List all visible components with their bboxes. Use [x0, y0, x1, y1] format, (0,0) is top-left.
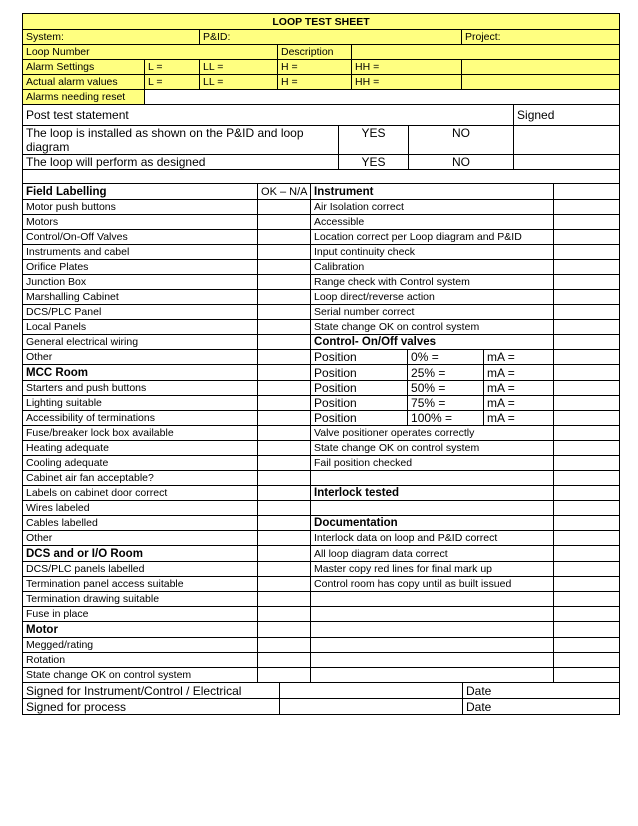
ok-na-checkbox[interactable] — [554, 546, 620, 562]
checklist-row — [23, 456, 620, 471]
empty-cell[interactable] — [311, 607, 554, 622]
check-item-label: Input continuity check — [311, 245, 554, 260]
check-item-label: Orifice Plates — [23, 260, 258, 275]
check-item-label: Interlock data on loop and P&ID correct — [311, 531, 554, 546]
ok-na-checkbox[interactable] — [554, 350, 620, 365]
position-percent: 0% = — [408, 350, 484, 365]
check-item-label: State change OK on control system — [311, 441, 554, 456]
check-item-label: Wires labeled — [23, 501, 258, 516]
check-item-label: Calibration — [311, 260, 554, 275]
ok-na-checkbox[interactable] — [554, 516, 620, 531]
signed-process-label: Signed for process — [23, 699, 280, 715]
ok-na-checkbox[interactable] — [554, 638, 620, 653]
ok-na-checkbox[interactable] — [554, 441, 620, 456]
check-item-label: Termination panel access suitable — [23, 577, 258, 592]
alarms-reset-label: Alarms needing reset — [23, 90, 145, 105]
check-item-label: Motor push buttons — [23, 200, 258, 215]
ok-na-checkbox[interactable] — [258, 562, 311, 577]
check-item-label: Control/On-Off Valves — [23, 230, 258, 245]
ok-na-checkbox[interactable] — [554, 592, 620, 607]
ok-na-checkbox[interactable] — [258, 215, 311, 230]
section-heading: Control- On/Off valves — [311, 335, 554, 350]
checklist-row — [23, 184, 620, 200]
check-item-label: Labels on cabinet door correct — [23, 486, 258, 501]
ok-na-checkbox[interactable] — [554, 290, 620, 305]
ok-na-checkbox[interactable] — [554, 230, 620, 245]
position-label: Position — [311, 396, 408, 411]
loop-number-field[interactable]: Loop Number — [23, 45, 278, 60]
checklist-row — [23, 215, 620, 230]
system-field[interactable]: System: — [23, 30, 200, 45]
ok-na-checkbox[interactable] — [258, 653, 311, 668]
description-value[interactable] — [352, 45, 620, 60]
section-heading: MCC Room — [23, 365, 258, 381]
ok-na-checkbox[interactable] — [258, 456, 311, 471]
actual-alarm-l[interactable]: L = — [145, 75, 200, 90]
alarms-reset-value[interactable] — [145, 90, 620, 105]
checklist-row — [23, 320, 620, 335]
ok-na-checkbox[interactable] — [258, 516, 311, 531]
check-item-label: Location correct per Loop diagram and P&ID — [311, 230, 554, 245]
check-item-label: Rotation — [23, 653, 258, 668]
ok-na-checkbox[interactable] — [554, 305, 620, 320]
ma-value[interactable]: mA = — [484, 396, 554, 411]
checklist-row — [23, 546, 620, 562]
ok-na-checkbox[interactable] — [554, 426, 620, 441]
checklist-row — [23, 471, 620, 486]
ok-na-checkbox[interactable] — [554, 320, 620, 335]
alarm-settings-label: Alarm Settings — [23, 60, 145, 75]
ok-na-checkbox[interactable] — [258, 396, 311, 411]
ok-na-checkbox[interactable] — [258, 365, 311, 381]
ok-na-checkbox[interactable] — [258, 592, 311, 607]
actual-alarm-h[interactable]: H = — [278, 75, 352, 90]
position-percent: 100% = — [408, 411, 484, 426]
checklist-row — [23, 381, 620, 396]
check-item-label: DCS/PLC panels labelled — [23, 562, 258, 577]
checklist-row — [23, 335, 620, 350]
perform-signed[interactable] — [514, 155, 620, 170]
checklist-row — [23, 350, 620, 365]
position-label: Position — [311, 350, 408, 365]
ma-value[interactable]: mA = — [484, 365, 554, 381]
checklist-row — [23, 577, 620, 592]
section-heading: DCS and or I/O Room — [23, 546, 258, 562]
empty-cell[interactable] — [311, 622, 554, 638]
ma-value[interactable]: mA = — [484, 411, 554, 426]
checklist-row — [23, 622, 620, 638]
check-item-label: Instruments and cabel — [23, 245, 258, 260]
actual-alarm-label: Actual alarm values — [23, 75, 145, 90]
empty-cell[interactable] — [311, 501, 554, 516]
ok-na-checkbox[interactable] — [554, 215, 620, 230]
ok-na-checkbox[interactable] — [258, 668, 311, 683]
checklist-row — [23, 592, 620, 607]
checklist-row — [23, 411, 620, 426]
ok-na-checkbox[interactable] — [258, 486, 311, 501]
checklist-row — [23, 501, 620, 516]
checklist-row — [23, 305, 620, 320]
check-item-label: Loop direct/reverse action — [311, 290, 554, 305]
alarm-settings-ll[interactable]: LL = — [200, 60, 278, 75]
signed-instrument-label: Signed for Instrument/Control / Electrical — [23, 683, 280, 699]
checklist-row — [23, 638, 620, 653]
check-item-label: Accessibility of terminations — [23, 411, 258, 426]
ok-na-header: OK – N/A — [258, 184, 311, 200]
ok-na-checkbox[interactable] — [554, 531, 620, 546]
check-item-label: Cables labelled — [23, 516, 258, 531]
ok-na-checkbox[interactable] — [258, 200, 311, 215]
perform-statement: The loop will perform as designed — [23, 155, 339, 170]
check-item-label: General electrical wiring — [23, 335, 258, 350]
post-test-table — [22, 104, 620, 184]
actual-alarm-ll[interactable]: LL = — [200, 75, 278, 90]
checklist-row — [23, 668, 620, 683]
checklist-row — [23, 200, 620, 215]
ok-na-checkbox[interactable] — [554, 471, 620, 486]
ok-na-checkbox[interactable] — [258, 638, 311, 653]
alarm-settings-hh[interactable]: HH = — [352, 60, 462, 75]
ok-na-checkbox[interactable] — [554, 335, 620, 350]
position-percent: 25% = — [408, 365, 484, 381]
position-label: Position — [311, 365, 408, 381]
checklist-body — [23, 184, 620, 683]
ok-na-checkbox[interactable] — [554, 607, 620, 622]
post-test-statement: Post test statement — [23, 105, 514, 126]
check-item-label: All loop diagram data correct — [311, 546, 554, 562]
spacer-row — [23, 170, 620, 184]
alarm-settings-extra[interactable] — [462, 60, 620, 75]
empty-cell[interactable] — [311, 592, 554, 607]
ok-na-checkbox[interactable] — [258, 411, 311, 426]
ok-na-checkbox[interactable] — [258, 335, 311, 350]
check-item-label: Fuse/breaker lock box available — [23, 426, 258, 441]
actual-alarm-hh[interactable]: HH = — [352, 75, 462, 90]
description-field[interactable]: Description — [278, 45, 352, 60]
check-item-label: Control room has copy until as built issued — [311, 577, 554, 592]
ok-na-checkbox[interactable] — [258, 350, 311, 365]
signed-instrument-value[interactable] — [280, 683, 463, 699]
ok-na-checkbox[interactable] — [258, 471, 311, 486]
loop-test-sheet — [22, 13, 619, 715]
check-item-label: Motors — [23, 215, 258, 230]
ok-na-checkbox[interactable] — [554, 668, 620, 683]
ok-na-checkbox[interactable] — [554, 184, 620, 200]
ok-na-checkbox[interactable] — [258, 622, 311, 638]
check-item-label: Serial number correct — [311, 305, 554, 320]
ok-na-checkbox[interactable] — [554, 245, 620, 260]
actual-alarm-extra[interactable] — [462, 75, 620, 90]
ok-na-checkbox[interactable] — [554, 260, 620, 275]
ok-na-checkbox[interactable] — [258, 245, 311, 260]
check-item-label: Fail position checked — [311, 456, 554, 471]
position-label: Position — [311, 411, 408, 426]
check-item-label: Marshalling Cabinet — [23, 290, 258, 305]
ok-na-checkbox[interactable] — [554, 381, 620, 396]
section-heading: Instrument — [311, 184, 554, 200]
check-item-label: State change OK on control system — [23, 668, 258, 683]
ok-na-checkbox[interactable] — [554, 275, 620, 290]
ok-na-checkbox[interactable] — [554, 501, 620, 516]
ok-na-checkbox[interactable] — [258, 290, 311, 305]
installed-signed[interactable] — [514, 126, 620, 155]
checklist-row — [23, 562, 620, 577]
checklist-row — [23, 365, 620, 381]
empty-cell[interactable] — [311, 668, 554, 683]
checklist-row — [23, 426, 620, 441]
installed-yes[interactable]: YES — [339, 126, 409, 155]
ok-na-checkbox[interactable] — [258, 577, 311, 592]
ok-na-checkbox[interactable] — [258, 546, 311, 562]
check-item-label: Starters and push buttons — [23, 381, 258, 396]
checklist-row — [23, 396, 620, 411]
section-heading: Documentation — [311, 516, 554, 531]
check-item-label: DCS/PLC Panel — [23, 305, 258, 320]
signed-label: Signed — [514, 105, 620, 126]
pid-field[interactable]: P&ID: — [200, 30, 462, 45]
installed-statement: The loop is installed as shown on the P&ID and loop diagram — [23, 126, 339, 155]
ok-na-checkbox[interactable] — [554, 622, 620, 638]
check-item-label: Cooling adequate — [23, 456, 258, 471]
check-item-label: Megged/rating — [23, 638, 258, 653]
check-item-label: Valve positioner operates correctly — [311, 426, 554, 441]
checklist-row — [23, 290, 620, 305]
ok-na-checkbox[interactable] — [258, 320, 311, 335]
check-item-label: Heating adequate — [23, 441, 258, 456]
check-item-label: Air Isolation correct — [311, 200, 554, 215]
sheet-title: LOOP TEST SHEET — [23, 14, 620, 30]
ma-value[interactable]: mA = — [484, 350, 554, 365]
perform-yes[interactable]: YES — [339, 155, 409, 170]
footer-table — [22, 682, 620, 715]
header-table — [22, 13, 620, 105]
ok-na-checkbox[interactable] — [258, 381, 311, 396]
alarm-settings-l[interactable]: L = — [145, 60, 200, 75]
checklist-row — [23, 516, 620, 531]
signed-instrument-date[interactable]: Date — [463, 683, 620, 699]
checklist-table — [22, 183, 620, 683]
check-item-label: Other — [23, 531, 258, 546]
checklist-row — [23, 486, 620, 501]
checklist-row — [23, 653, 620, 668]
checklist-row — [23, 230, 620, 245]
ok-na-checkbox[interactable] — [258, 275, 311, 290]
ok-na-checkbox[interactable] — [554, 456, 620, 471]
ok-na-checkbox[interactable] — [554, 562, 620, 577]
ok-na-checkbox[interactable] — [554, 486, 620, 501]
checklist-row — [23, 245, 620, 260]
empty-cell[interactable] — [311, 638, 554, 653]
empty-cell[interactable] — [311, 653, 554, 668]
signed-process-value[interactable] — [280, 699, 463, 715]
ok-na-checkbox[interactable] — [258, 531, 311, 546]
ok-na-checkbox[interactable] — [258, 607, 311, 622]
section-heading: Motor — [23, 622, 258, 638]
position-percent: 50% = — [408, 381, 484, 396]
checklist-row — [23, 531, 620, 546]
check-item-label: Fuse in place — [23, 607, 258, 622]
check-item-label: Other — [23, 350, 258, 365]
check-item-label: Range check with Control system — [311, 275, 554, 290]
empty-cell[interactable] — [311, 471, 554, 486]
check-item-label: Termination drawing suitable — [23, 592, 258, 607]
check-item-label: Local Panels — [23, 320, 258, 335]
checklist-row — [23, 275, 620, 290]
signed-process-date[interactable]: Date — [463, 699, 620, 715]
ok-na-checkbox[interactable] — [258, 426, 311, 441]
check-item-label: State change OK on control system — [311, 320, 554, 335]
check-item-label: Master copy red lines for final mark up — [311, 562, 554, 577]
check-item-label: Cabinet air fan acceptable? — [23, 471, 258, 486]
ok-na-checkbox[interactable] — [258, 230, 311, 245]
checklist-row — [23, 441, 620, 456]
checklist-row — [23, 260, 620, 275]
alarm-settings-h[interactable]: H = — [278, 60, 352, 75]
ok-na-checkbox[interactable] — [258, 441, 311, 456]
ma-value[interactable]: mA = — [484, 381, 554, 396]
check-item-label: Junction Box — [23, 275, 258, 290]
position-label: Position — [311, 381, 408, 396]
ok-na-checkbox[interactable] — [554, 396, 620, 411]
project-field[interactable]: Project: — [462, 30, 620, 45]
ok-na-checkbox[interactable] — [258, 260, 311, 275]
ok-na-checkbox[interactable] — [554, 365, 620, 381]
ok-na-checkbox[interactable] — [554, 577, 620, 592]
position-percent: 75% = — [408, 396, 484, 411]
ok-na-checkbox[interactable] — [554, 200, 620, 215]
ok-na-checkbox[interactable] — [258, 501, 311, 516]
perform-no[interactable]: NO — [409, 155, 514, 170]
ok-na-checkbox[interactable] — [258, 305, 311, 320]
ok-na-checkbox[interactable] — [554, 411, 620, 426]
section-heading: Interlock tested — [311, 486, 554, 501]
section-heading: Field Labelling — [23, 184, 258, 200]
check-item-label: Accessible — [311, 215, 554, 230]
installed-no[interactable]: NO — [409, 126, 514, 155]
ok-na-checkbox[interactable] — [554, 653, 620, 668]
check-item-label: Lighting suitable — [23, 396, 258, 411]
checklist-row — [23, 607, 620, 622]
